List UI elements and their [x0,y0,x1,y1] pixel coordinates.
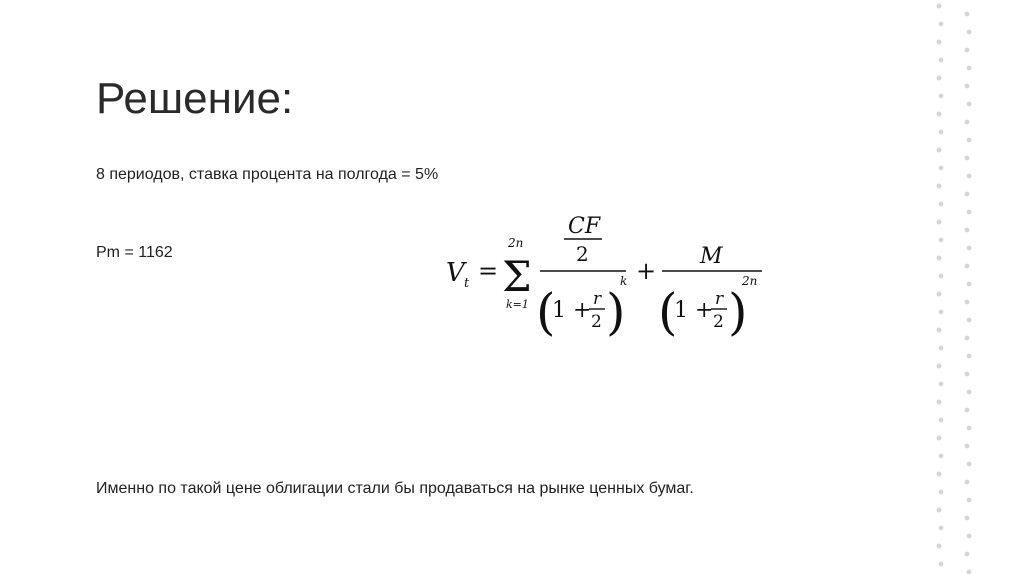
decorative-dot [937,148,942,153]
paren-close-2: ) [728,283,748,341]
decorative-dot [937,400,942,405]
r-denominator-2: 2 [713,312,724,332]
market-price-text: Pm = 1162 [96,244,173,261]
decorative-dot-columns [930,0,990,574]
cf-denominator: 2 [576,242,589,266]
decorative-dot [965,300,970,305]
decorative-dot [967,102,972,107]
paren-open-1: ( [536,283,556,341]
decorative-dot [937,292,942,297]
decorative-dot [965,336,970,341]
sum-sigma: Σ [502,252,532,301]
decorative-dot [965,408,970,413]
cf-label: CF [568,214,601,239]
decorative-dot [965,156,970,161]
decorative-dot [939,58,944,63]
decorative-dot [939,166,944,171]
decorative-dot [937,4,942,9]
formula-plus: + [636,257,657,285]
conclusion-text: Именно по такой цене облигации стали бы продаваться на рынке ценных бумаг. [96,480,694,497]
decorative-dot [967,534,972,539]
decorative-dot [939,382,944,387]
bond-value-formula [440,205,780,355]
decorative-dot [939,94,944,99]
decorative-dot [965,480,970,485]
sum-lower-limit: k=1 [506,298,529,311]
decorative-dot [937,364,942,369]
decorative-dot [937,40,942,45]
decorative-dot [965,48,970,53]
decorative-dot [967,246,972,251]
decorative-dot [967,354,972,359]
one-plus-2: 1 + [674,298,714,323]
decorative-dot [937,256,942,261]
decorative-dot [937,220,942,225]
decorative-dot [967,66,972,71]
decorative-dot [939,490,944,495]
decorative-dot [965,264,970,269]
decorative-dot [939,130,944,135]
decorative-dot [939,310,944,315]
one-plus-1: 1 + [552,298,592,323]
formula-lhs-sub: t [464,276,470,291]
decorative-dot [937,76,942,81]
decorative-dot [967,318,972,323]
periods-rate-text: 8 периодов, ставка процента на полгода = 5% [96,166,439,183]
decorative-dot [967,210,972,215]
decorative-dot [967,30,972,35]
decorative-dot [967,498,972,503]
paren-open-2: ( [658,283,678,341]
decorative-dot [937,184,942,189]
decorative-dot [965,552,970,557]
decorative-dot [939,202,944,207]
decorative-dot [937,328,942,333]
formula-equals: = [478,257,499,285]
r-numerator-1: r [593,289,602,309]
decorative-dot [937,472,942,477]
decorative-dot [967,138,972,143]
page-title: Решение: [96,74,294,123]
decorative-dot [967,426,972,431]
decorative-dot [965,516,970,521]
decorative-dot [939,274,944,279]
decorative-dot [965,12,970,17]
decorative-dot [967,570,972,574]
exponent-2n: 2n [742,274,758,288]
decorative-dot [939,418,944,423]
decorative-dot [965,444,970,449]
decorative-dot [967,282,972,287]
decorative-dot [965,228,970,233]
decorative-dot [937,436,942,441]
m-label: M [700,244,723,269]
decorative-dot [967,174,972,179]
decorative-dot [937,112,942,117]
paren-close-1: ) [606,283,626,341]
decorative-dot [965,84,970,89]
decorative-dot [967,462,972,467]
exponent-k: k [620,274,628,288]
decorative-dot [939,454,944,459]
decorative-dot [939,346,944,351]
decorative-dot [937,544,942,549]
decorative-dot [965,120,970,125]
formula-lhs: V [446,258,465,288]
decorative-dot [965,372,970,377]
sum-upper-limit: 2n [508,236,524,250]
decorative-dot [937,508,942,513]
decorative-dot [939,238,944,243]
decorative-dot [939,562,944,567]
decorative-dot [967,390,972,395]
r-numerator-2: r [715,289,724,309]
decorative-dot [939,526,944,531]
decorative-dot [965,192,970,197]
r-denominator-1: 2 [591,312,602,332]
decorative-dot [939,22,944,27]
